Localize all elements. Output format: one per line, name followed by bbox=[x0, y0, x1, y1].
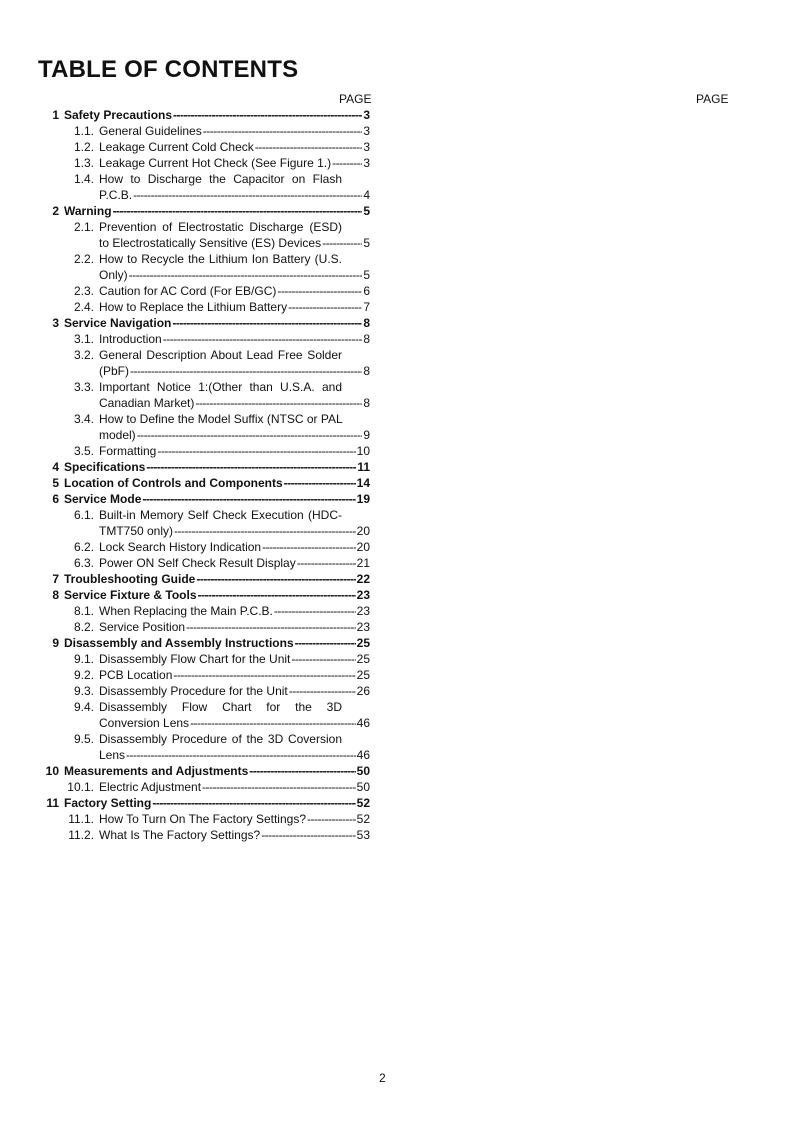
page-column-header-left: PAGE bbox=[339, 92, 372, 106]
toc-entry-number: 8.1. bbox=[73, 604, 94, 618]
toc-subsection-row bbox=[99, 555, 370, 571]
dot-leader bbox=[129, 267, 363, 283]
toc-entry-page: 22 bbox=[356, 572, 370, 586]
dot-leader bbox=[113, 203, 363, 219]
dot-leader bbox=[249, 763, 355, 779]
toc-section-row bbox=[64, 587, 370, 603]
toc-subsection-row-continuation bbox=[99, 187, 370, 203]
toc-entry-page: 3 bbox=[363, 108, 370, 122]
toc-entry-title: Troubleshooting Guide bbox=[64, 572, 196, 586]
toc-entry-title: Service Mode bbox=[64, 492, 142, 506]
toc-entry-page: 6 bbox=[363, 284, 370, 298]
toc-entry-title-continuation: Lens bbox=[99, 748, 126, 762]
toc-subsection-row-continuation bbox=[99, 747, 370, 763]
toc-entry-title: General Guidelines bbox=[99, 124, 202, 138]
toc-subsection-row-continuation bbox=[99, 523, 370, 539]
toc-entry-number: 8 bbox=[52, 588, 59, 602]
toc-subsection-row bbox=[99, 299, 370, 315]
toc-entry-number: 9 bbox=[52, 636, 59, 650]
toc-subsection-row-continuation bbox=[99, 235, 370, 251]
toc-entry-page: 20 bbox=[356, 540, 370, 554]
toc-subsection-row bbox=[99, 827, 370, 843]
toc-subsection-row bbox=[99, 379, 342, 395]
toc-subsection-row bbox=[99, 123, 370, 139]
toc-entry-title: When Replacing the Main P.C.B. bbox=[99, 604, 273, 618]
dot-leader bbox=[186, 619, 356, 635]
toc-entry-number: 2.4. bbox=[73, 300, 94, 314]
toc-entry-title: PCB Location bbox=[99, 668, 173, 682]
toc-entry-title: Measurements and Adjustments bbox=[64, 764, 249, 778]
toc-entry-page: 3 bbox=[363, 140, 370, 154]
toc-entry-title-continuation: TMT750 only) bbox=[99, 524, 174, 538]
toc-entry-number: 9.5. bbox=[73, 732, 94, 746]
toc-entry-page: 8 bbox=[363, 332, 370, 346]
toc-entry-title: Service Fixture & Tools bbox=[64, 588, 197, 602]
toc-entry-number: 2.2. bbox=[73, 252, 94, 266]
dot-leader bbox=[195, 395, 362, 411]
toc-subsection-row bbox=[99, 731, 342, 747]
dot-leader bbox=[261, 827, 355, 843]
toc-entry-title: Power ON Self Check Result Display bbox=[99, 556, 296, 570]
toc-entry-page: 20 bbox=[356, 524, 370, 538]
toc-entry-title: Prevention of Electrostatic Discharge (ESD) bbox=[99, 220, 342, 234]
toc-subsection-row bbox=[99, 347, 342, 363]
toc-entry-page: 23 bbox=[356, 604, 370, 618]
toc-entry-number: 9.2. bbox=[73, 668, 94, 682]
toc-entry-title: Electric Adjustment bbox=[99, 780, 202, 794]
toc-subsection-row bbox=[99, 171, 342, 187]
toc-entry-number: 3 bbox=[52, 316, 59, 330]
toc-subsection-row bbox=[99, 283, 370, 299]
toc-entry-number: 11.2. bbox=[68, 828, 94, 842]
toc-entry-number: 3.1. bbox=[73, 332, 94, 346]
toc-subsection-row bbox=[99, 667, 370, 683]
toc-entry-page: 26 bbox=[356, 684, 370, 698]
toc-entry-title-continuation: P.C.B. bbox=[99, 188, 133, 202]
toc-subsection-row bbox=[99, 699, 342, 715]
toc-entry-page: 3 bbox=[363, 156, 370, 170]
toc-entry-number: 3.4. bbox=[73, 412, 94, 426]
toc-subsection-row bbox=[99, 155, 370, 171]
dot-leader bbox=[126, 747, 356, 763]
dot-leader bbox=[255, 139, 363, 155]
toc-entry-page: 50 bbox=[356, 780, 370, 794]
toc-entry-number: 9.4. bbox=[73, 700, 94, 714]
toc-entry-number: 1.2. bbox=[73, 140, 94, 154]
toc-entry-page: 4 bbox=[363, 188, 370, 202]
dot-leader bbox=[146, 459, 356, 475]
toc-entry-number: 9.1. bbox=[73, 652, 94, 666]
toc-subsection-row bbox=[99, 251, 342, 267]
toc-subsection-row bbox=[99, 443, 370, 459]
toc-entry-page: 52 bbox=[356, 812, 370, 826]
toc-entry-title: Built-in Memory Self Check Execution (HDC- bbox=[99, 508, 342, 522]
toc-entry-number: 3.2. bbox=[73, 348, 94, 362]
toc-subsection-row bbox=[99, 683, 370, 699]
toc-entry-number: 6.3. bbox=[73, 556, 94, 570]
toc-entry-title: How To Turn On The Factory Settings? bbox=[99, 812, 306, 826]
toc-entry-number: 2.1. bbox=[73, 220, 94, 234]
toc-entry-page: 8 bbox=[363, 396, 370, 410]
toc-section-row bbox=[64, 459, 370, 475]
toc-entry-title: Important Notice 1:(Other than U.S.A. and bbox=[99, 380, 342, 394]
toc-entry-title: Service Position bbox=[99, 620, 186, 634]
dot-leader bbox=[172, 315, 362, 331]
dot-leader bbox=[307, 811, 356, 827]
dot-leader bbox=[198, 587, 356, 603]
toc-entry-page: 8 bbox=[363, 316, 370, 330]
toc-subsection-row bbox=[99, 619, 370, 635]
toc-entry-page: 10 bbox=[356, 444, 370, 458]
toc-entry-title: Warning bbox=[64, 204, 112, 218]
toc-entry-number: 11 bbox=[46, 796, 59, 810]
toc-entry-number: 10 bbox=[45, 764, 59, 778]
dot-leader bbox=[322, 235, 362, 251]
toc-entry-title: Disassembly Procedure of the 3D Coversion bbox=[99, 732, 342, 746]
toc-entry-title: Lock Search History Indication bbox=[99, 540, 262, 554]
dot-leader bbox=[196, 571, 355, 587]
toc-entry-title: Specifications bbox=[64, 460, 146, 474]
toc-entry-title: How to Define the Model Suffix (NTSC or PAL bbox=[99, 412, 343, 426]
dot-leader bbox=[291, 651, 355, 667]
toc-entry-number: 1.1. bbox=[73, 124, 94, 138]
toc-entry-page: 11 bbox=[357, 460, 370, 474]
toc-entry-page: 50 bbox=[356, 764, 370, 778]
toc-entry-number: 9.3. bbox=[73, 684, 94, 698]
toc-subsection-row bbox=[99, 507, 342, 523]
toc-entry-title: How to Recycle the Lithium Ion Battery (U.S. bbox=[99, 252, 342, 266]
toc-entry-number: 6.2. bbox=[73, 540, 94, 554]
toc-entry-title-continuation: model) bbox=[99, 428, 136, 442]
toc-entry-title: Service Navigation bbox=[64, 316, 172, 330]
toc-entry-page: 53 bbox=[356, 828, 370, 842]
dot-leader bbox=[173, 667, 355, 683]
page-title: TABLE OF CONTENTS bbox=[38, 56, 299, 83]
toc-entry-number: 3.5. bbox=[73, 444, 94, 458]
toc-entry-page: 5 bbox=[363, 236, 370, 250]
toc-subsection-row bbox=[99, 139, 370, 155]
dot-leader bbox=[173, 107, 362, 123]
dot-leader bbox=[288, 299, 362, 315]
dot-leader bbox=[289, 683, 356, 699]
toc-entry-title: Disassembly Flow Chart for the 3D bbox=[99, 700, 342, 714]
toc-entry-number: 6.1. bbox=[73, 508, 94, 522]
toc-entry-page: 25 bbox=[356, 652, 370, 666]
toc-subsection-row bbox=[99, 539, 370, 555]
toc-entry-number: 1 bbox=[52, 108, 59, 122]
dot-leader bbox=[190, 715, 356, 731]
toc-entry-title-continuation: Conversion Lens bbox=[99, 716, 190, 730]
toc-entry-page: 52 bbox=[356, 796, 370, 810]
toc-entry-number: 7 bbox=[52, 572, 59, 586]
dot-leader bbox=[262, 539, 356, 555]
toc-section-row bbox=[64, 315, 370, 331]
toc-entry-title: Factory Setting bbox=[64, 796, 152, 810]
toc-entry-page: 23 bbox=[356, 620, 370, 634]
toc-subsection-row bbox=[99, 411, 342, 427]
toc-subsection-row-continuation bbox=[99, 715, 370, 731]
toc-entry-page: 23 bbox=[356, 588, 370, 602]
dot-leader bbox=[142, 491, 355, 507]
toc-entry-page: 21 bbox=[356, 556, 370, 570]
toc-entry-number: 3.3. bbox=[73, 380, 94, 394]
dot-leader bbox=[130, 363, 362, 379]
toc-entry-title: Caution for AC Cord (For EB/GC) bbox=[99, 284, 277, 298]
dot-leader bbox=[284, 475, 356, 491]
toc-entry-page: 5 bbox=[363, 268, 370, 282]
toc-section-row bbox=[64, 571, 370, 587]
toc-entry-title: Disassembly and Assembly Instructions bbox=[64, 636, 294, 650]
toc-entry-title-continuation: to Electrostatically Sensitive (ES) Devices bbox=[99, 236, 322, 250]
toc-entry-page: 46 bbox=[356, 716, 370, 730]
toc-entry-title: Disassembly Procedure for the Unit bbox=[99, 684, 288, 698]
toc-subsection-row-continuation bbox=[99, 427, 370, 443]
toc-entry-title: Leakage Current Hot Check (See Figure 1.) bbox=[99, 156, 332, 170]
toc-entry-title: Formatting bbox=[99, 444, 157, 458]
toc-entry-title: What Is The Factory Settings? bbox=[99, 828, 261, 842]
toc-entry-page: 5 bbox=[363, 204, 370, 218]
toc-entry-page: 46 bbox=[356, 748, 370, 762]
toc-entry-title: Introduction bbox=[99, 332, 162, 346]
toc-entry-page: 25 bbox=[356, 668, 370, 682]
dot-leader bbox=[203, 123, 363, 139]
dot-leader bbox=[152, 795, 355, 811]
toc-entry-title-continuation: (PbF) bbox=[99, 364, 129, 378]
toc-entry-number: 10.1. bbox=[67, 780, 94, 794]
toc-entry-number: 4 bbox=[52, 460, 59, 474]
toc-entry-number: 11.1. bbox=[68, 812, 94, 826]
toc-subsection-row bbox=[99, 779, 370, 795]
toc-section-row bbox=[64, 491, 370, 507]
toc-entry-title: How to Replace the Lithium Battery bbox=[99, 300, 288, 314]
toc-entry-number: 2.3. bbox=[73, 284, 94, 298]
page-number: 2 bbox=[379, 1071, 386, 1085]
toc-section-row bbox=[64, 635, 370, 651]
toc-entry-title-continuation: Canadian Market) bbox=[99, 396, 195, 410]
toc-entry-page: 25 bbox=[356, 636, 370, 650]
toc-subsection-row bbox=[99, 603, 370, 619]
toc-entry-number: 1.4. bbox=[73, 172, 94, 186]
toc-section-row bbox=[64, 763, 370, 779]
toc-section-row bbox=[64, 475, 370, 491]
toc-subsection-row bbox=[99, 811, 370, 827]
toc-entry-title: Disassembly Flow Chart for the Unit bbox=[99, 652, 291, 666]
toc-entry-page: 3 bbox=[363, 124, 370, 138]
dot-leader bbox=[174, 523, 356, 539]
dot-leader bbox=[163, 331, 363, 347]
toc-entry-number: 8.2. bbox=[73, 620, 94, 634]
toc-subsection-row bbox=[99, 219, 342, 235]
toc-entry-page: 19 bbox=[356, 492, 370, 506]
toc-subsection-row-continuation bbox=[99, 267, 370, 283]
toc-entry-number: 1.3. bbox=[73, 156, 94, 170]
dot-leader bbox=[137, 427, 363, 443]
toc-entry-page: 8 bbox=[363, 364, 370, 378]
toc-entry-number: 2 bbox=[52, 204, 59, 218]
toc-entry-title-continuation: Only) bbox=[99, 268, 128, 282]
toc-entry-title: Leakage Current Cold Check bbox=[99, 140, 254, 154]
dot-leader bbox=[157, 443, 355, 459]
dot-leader bbox=[295, 635, 356, 651]
toc-entry-page: 9 bbox=[363, 428, 370, 442]
toc-subsection-row bbox=[99, 651, 370, 667]
toc-entry-title: How to Discharge the Capacitor on Flash bbox=[99, 172, 342, 186]
toc-entry-title: Location of Controls and Components bbox=[64, 476, 283, 490]
dot-leader bbox=[133, 187, 362, 203]
toc-entry-title: Safety Precautions bbox=[64, 108, 173, 122]
toc-section-row bbox=[64, 203, 370, 219]
toc-entry-number: 6 bbox=[52, 492, 59, 506]
page-column-header-right: PAGE bbox=[696, 92, 729, 106]
toc-section-row bbox=[64, 795, 370, 811]
toc-subsection-row-continuation bbox=[99, 395, 370, 411]
toc-subsection-row-continuation bbox=[99, 363, 370, 379]
toc-subsection-row bbox=[99, 331, 370, 347]
dot-leader bbox=[297, 555, 356, 571]
toc-section-row bbox=[64, 107, 370, 123]
toc-entry-title: General Description About Lead Free Solder bbox=[99, 348, 342, 362]
dot-leader bbox=[277, 283, 362, 299]
dot-leader bbox=[332, 155, 362, 171]
toc-entry-page: 7 bbox=[363, 300, 370, 314]
toc-entry-number: 5 bbox=[52, 476, 59, 490]
dot-leader bbox=[202, 779, 356, 795]
dot-leader bbox=[274, 603, 356, 619]
toc-entry-page: 14 bbox=[356, 476, 370, 490]
